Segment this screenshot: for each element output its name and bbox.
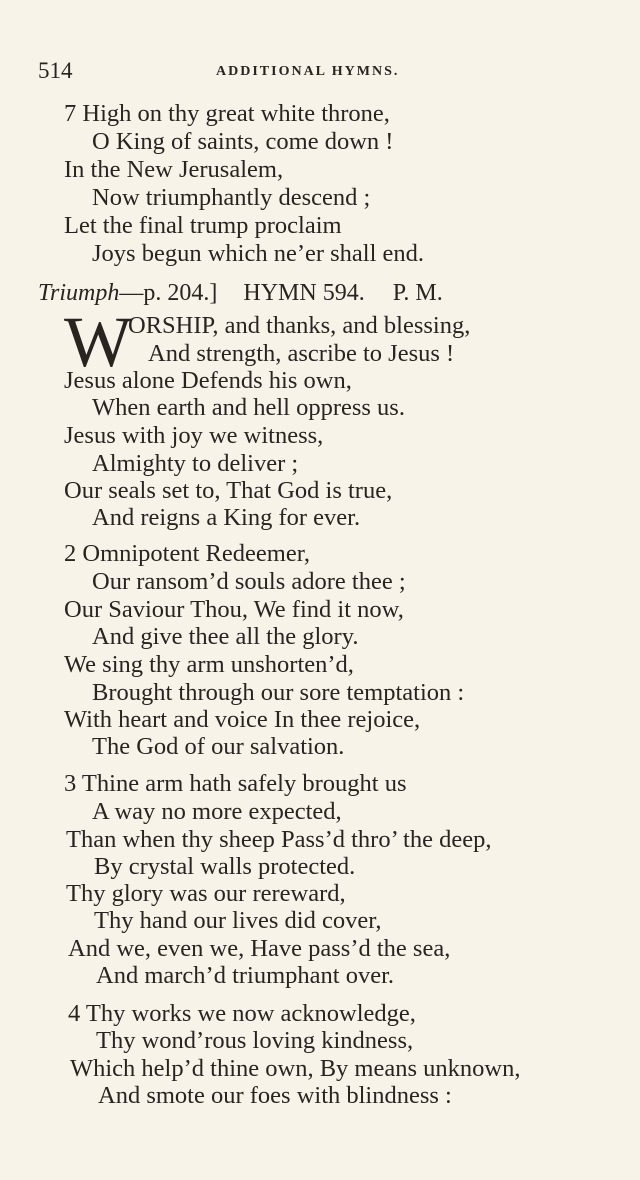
stanza2-line-4: And give thee all the glory. [92,623,359,650]
stanza3-line-5: Thy glory was our rereward, [66,880,346,907]
stanza7-line-6: Joys begun which ne’er shall end. [92,240,425,267]
stanza7-line-1: 7 High on thy great white throne, [64,100,390,127]
stanza1-line-3: Jesus alone Defends his own, [64,367,352,394]
stanza2-line-6: Brought through our sore temptation : [92,679,465,706]
stanza7-line-2: O King of saints, come down ! [92,128,394,155]
page-number: 514 [38,58,73,83]
stanza3-line-1: 3 Thine arm hath safely brought us [64,770,407,797]
stanza1-line-5: Jesus with joy we witness, [64,422,324,449]
stanza1-line-7: Our seals set to, That God is true, [64,477,393,504]
stanza3-line-6: Thy hand our lives did cover, [94,907,382,934]
stanza3-line-4: By crystal walls protected. [94,853,356,880]
stanza2-line-2: Our ransom’d souls adore thee ; [92,568,406,595]
stanza4-line-2: Thy wond’rous loving kindness, [96,1027,414,1054]
page-header [38,58,598,88]
page-reference: —p. 204.] [119,280,218,306]
stanza2-line-1: 2 Omnipotent Redeemer, [64,540,310,567]
stanza2-line-3: Our Saviour Thou, We find it now, [64,596,404,623]
running-head: ADDITIONAL HYMNS. [216,64,400,79]
stanza4-line-3: Which help’d thine own, By means unknown, [70,1055,521,1082]
stanza3-line-2: A way no more expected, [92,798,342,825]
stanza1-line-2: And strength, ascribe to Jesus ! [148,340,455,367]
stanza1-line-6: Almighty to deliver ; [92,450,299,477]
stanza4-line-1: 4 Thy works we now acknowledge, [68,1000,416,1027]
hymn-meter: P. M. [392,280,443,306]
stanza2-line-7: With heart and voice In thee rejoice, [64,706,421,733]
drop-cap: W [64,302,132,382]
stanza1-line-1: ORSHIP, and thanks, and blessing, [128,312,471,339]
stanza3-line-3: Than when thy sheep Pass’d thro’ the deep, [66,826,492,853]
stanza2-line-5: We sing thy arm unshorten’d, [64,651,354,678]
stanza7-line-4: Now triumphantly descend ; [92,184,371,211]
tune-name: Triumph [38,280,120,306]
stanza1-line-8: And reigns a King for ever. [92,504,361,531]
stanza2-line-8: The God of our salvation. [92,733,345,760]
stanza3-line-7: And we, even we, Have pass’d the sea, [68,935,451,962]
stanza7-line-3: In the New Jerusalem, [64,156,284,183]
hymn-number: HYMN 594. [243,280,365,306]
stanza3-line-8: And march’d triumphant over. [96,962,395,989]
stanza1-line-4: When earth and hell oppress us. [92,394,405,421]
stanza7-line-5: Let the final trump proclaim [64,212,342,239]
stanza4-line-4: And smote our foes with blindness : [98,1082,452,1109]
